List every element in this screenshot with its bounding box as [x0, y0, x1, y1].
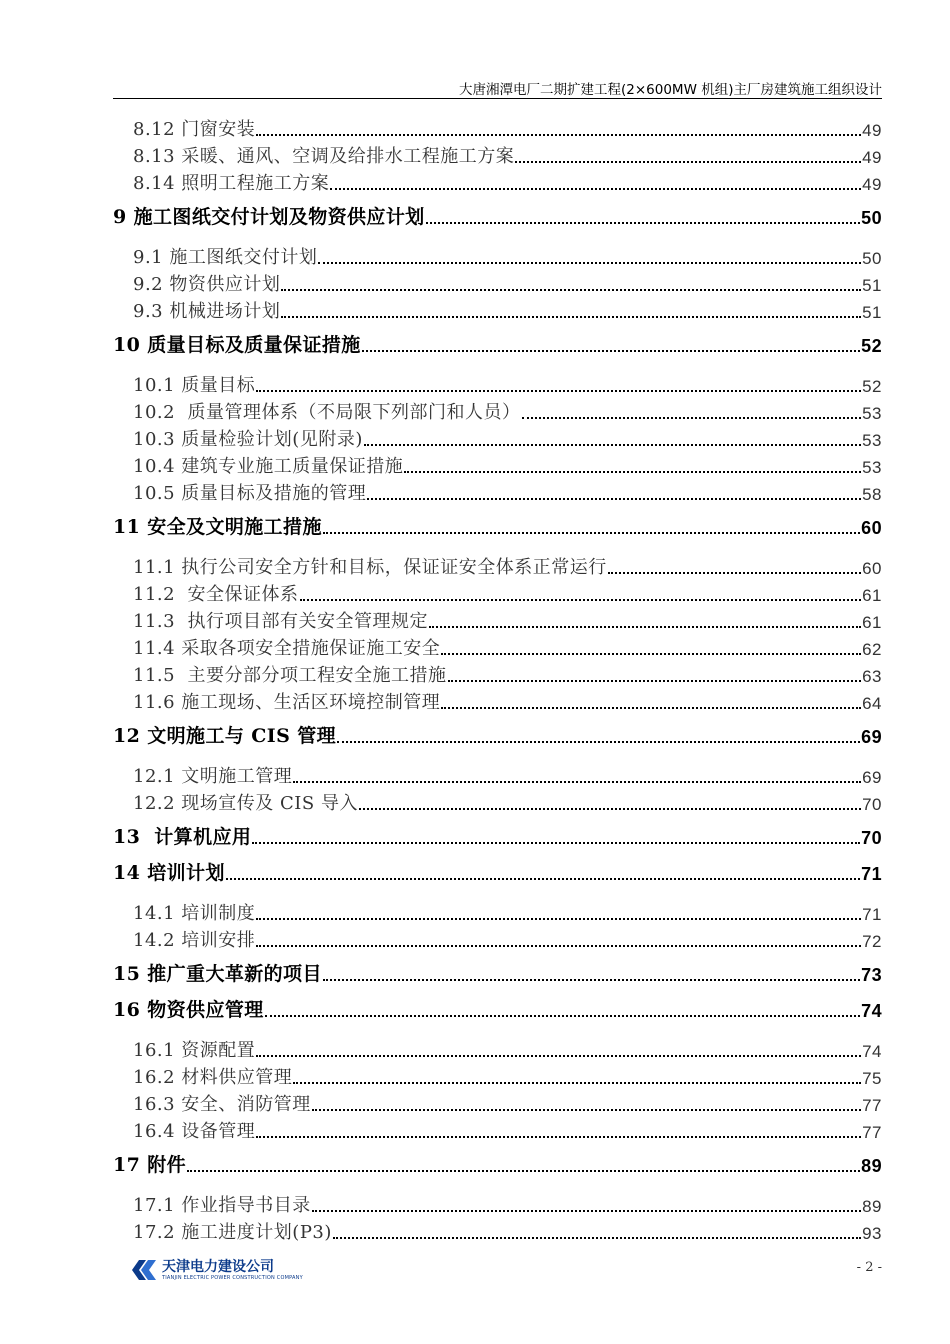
- toc-page-number: 49: [862, 121, 882, 140]
- toc-section-entry[interactable]: [133, 659, 882, 687]
- toc-entry-title: 11.4 采取各项安全措施保证施工安全: [133, 638, 441, 659]
- toc-entry-title: 10 质量目标及质量保证措施: [113, 334, 361, 356]
- toc-dot-leader: [608, 571, 861, 574]
- toc-page-number: 58: [862, 485, 882, 504]
- toc-entry-title: 16.4 设备管理: [133, 1121, 256, 1142]
- toc-entry-title: 16.3 安全、消防管理: [133, 1094, 311, 1115]
- toc-section-entry[interactable]: [133, 113, 882, 141]
- toc-page-number: 71: [861, 864, 882, 884]
- toc-page-number: 60: [861, 518, 882, 538]
- toc-section-entry[interactable]: [133, 1061, 882, 1089]
- toc-page-number: 69: [861, 727, 882, 747]
- toc-entry-title: 12.1 文明施工管理: [133, 766, 293, 787]
- toc-chapter-entry[interactable]: [113, 329, 882, 357]
- toc-section-entry[interactable]: [133, 924, 882, 952]
- company-logo: [130, 1258, 303, 1282]
- toc-dot-leader: [281, 288, 861, 291]
- toc-page-number: 52: [861, 336, 882, 356]
- toc-entry-title: 11.6 施工现场、生活区环境控制管理: [133, 692, 441, 713]
- toc-dot-leader: [318, 261, 861, 264]
- toc-page-number: 75: [862, 1069, 882, 1088]
- toc-section-entry[interactable]: [133, 477, 882, 505]
- tepc-logo-icon: [130, 1258, 158, 1282]
- toc-chapter-entry[interactable]: [113, 857, 882, 885]
- toc-entry-title: 10.2 质量管理体系（不局限下列部门和人员）: [133, 402, 521, 423]
- toc-entry-title: 12.2 现场宣传及 CIS 导入: [133, 793, 358, 814]
- toc-section-entry[interactable]: [133, 241, 882, 269]
- toc-entry-title: 11.5 主要分部分项工程安全施工措施: [133, 665, 447, 686]
- toc-entry-title: 14.1 培训制度: [133, 903, 256, 924]
- toc-page-number: 60: [862, 559, 882, 578]
- toc-dot-leader: [226, 877, 860, 880]
- toc-entry-title: 12 文明施工与 CIS 管理: [113, 725, 337, 747]
- toc-dot-leader: [293, 1081, 861, 1084]
- toc-entry-title: 9.1 施工图纸交付计划: [133, 247, 318, 268]
- toc-section-entry[interactable]: [133, 760, 882, 788]
- toc-dot-leader: [265, 1014, 861, 1017]
- toc-page-number: 74: [861, 1001, 882, 1021]
- toc-page-number: 52: [862, 377, 882, 396]
- toc-dot-leader: [333, 1236, 861, 1239]
- toc-section-entry[interactable]: [133, 1216, 882, 1244]
- toc-page-number: 89: [861, 1156, 882, 1176]
- toc-entry-title: 9.2 物资供应计划: [133, 274, 281, 295]
- toc-entry-title: 16.1 资源配置: [133, 1040, 256, 1061]
- toc-section-entry[interactable]: [133, 551, 882, 579]
- toc-section-entry[interactable]: [133, 1088, 882, 1116]
- page-number: - 2 -: [856, 1260, 882, 1275]
- toc-dot-leader: [256, 1135, 861, 1138]
- toc-dot-leader: [323, 978, 860, 981]
- toc-entry-title: 11 安全及文明施工措施: [113, 516, 322, 538]
- toc-page-number: 49: [862, 148, 882, 167]
- toc-dot-leader: [359, 807, 861, 810]
- toc-page-number: 62: [862, 640, 882, 659]
- toc-section-entry[interactable]: [133, 1189, 882, 1217]
- toc-section-entry[interactable]: [133, 450, 882, 478]
- toc-page-number: 49: [862, 175, 882, 194]
- toc-dot-leader: [362, 349, 861, 352]
- toc-dot-leader: [256, 133, 861, 136]
- toc-section-entry[interactable]: [133, 167, 882, 195]
- toc-section-entry[interactable]: [133, 423, 882, 451]
- toc-dot-leader: [293, 780, 861, 783]
- toc-section-entry[interactable]: [133, 578, 882, 606]
- toc-dot-leader: [448, 679, 862, 682]
- toc-section-entry[interactable]: [133, 140, 882, 168]
- toc-dot-leader: [515, 160, 861, 163]
- running-header: 大唐湘潭电厂二期扩建工程(2×600MW 机组)主厂房建筑施工组织设计: [459, 82, 882, 98]
- toc-dot-leader: [364, 443, 861, 446]
- toc-entry-title: 8.13 采暖、通风、空调及给排水工程施工方案: [133, 146, 515, 167]
- toc-section-entry[interactable]: [133, 396, 882, 424]
- toc-chapter-entry[interactable]: [113, 201, 882, 229]
- toc-section-entry[interactable]: [133, 605, 882, 633]
- toc-page-number: 70: [861, 828, 882, 848]
- toc-entry-title: 10.1 质量目标: [133, 375, 256, 396]
- toc-page-number: 51: [862, 276, 882, 295]
- toc-chapter-entry[interactable]: [113, 720, 882, 748]
- toc-page-number: 74: [862, 1042, 882, 1061]
- toc-dot-leader: [441, 706, 861, 709]
- toc-entry-title: 17 附件: [113, 1154, 187, 1176]
- toc-dot-leader: [256, 917, 861, 920]
- toc-section-entry[interactable]: [133, 632, 882, 660]
- toc-chapter-entry[interactable]: [113, 1149, 882, 1177]
- toc-entry-title: 10.3 质量检验计划(见附录): [133, 429, 363, 450]
- toc-entry-title: 9 施工图纸交付计划及物资供应计划: [113, 206, 425, 228]
- toc-page-number: 50: [861, 208, 882, 228]
- toc-dot-leader: [312, 1209, 861, 1212]
- toc-entry-title: 8.14 照明工程施工方案: [133, 173, 330, 194]
- toc-page-number: 72: [862, 932, 882, 951]
- toc-section-entry[interactable]: [133, 1034, 882, 1062]
- toc-page-number: 63: [862, 667, 882, 686]
- toc-entry-title: 14.2 培训安排: [133, 930, 256, 951]
- toc-page-number: 53: [862, 458, 882, 477]
- toc-dot-leader: [323, 531, 860, 534]
- toc-dot-leader: [441, 652, 861, 655]
- toc-chapter-entry[interactable]: [113, 511, 882, 539]
- toc-section-entry[interactable]: [133, 295, 882, 323]
- toc-page-number: 69: [862, 768, 882, 787]
- toc-dot-leader: [256, 389, 861, 392]
- toc-chapter-entry[interactable]: [113, 958, 882, 986]
- toc-entry-title: 15 推广重大革新的项目: [113, 963, 322, 985]
- toc-page-number: 50: [862, 249, 882, 268]
- toc-section-entry[interactable]: [133, 268, 882, 296]
- toc-section-entry[interactable]: [133, 686, 882, 714]
- toc-section-entry[interactable]: [133, 369, 882, 397]
- toc-entry-title: 8.12 门窗安装: [133, 119, 256, 140]
- company-name: 天津电力建设公司: [162, 1258, 274, 1275]
- toc-entry-title: 11.2 安全保证体系: [133, 584, 299, 605]
- toc-page-number: 64: [862, 694, 882, 713]
- toc-dot-leader: [404, 470, 861, 473]
- toc-entry-title: 9.3 机械进场计划: [133, 301, 281, 322]
- toc-page-number: 61: [862, 586, 882, 605]
- toc-entry-title: 10.5 质量目标及措施的管理: [133, 483, 367, 504]
- toc-chapter-entry[interactable]: [113, 821, 882, 849]
- toc-page-number: 61: [862, 613, 882, 632]
- toc-dot-leader: [522, 416, 862, 419]
- toc-dot-leader: [281, 315, 861, 318]
- toc-entry-title: 16 物资供应管理: [113, 999, 264, 1021]
- toc-dot-leader: [429, 625, 861, 628]
- toc-page-number: 89: [862, 1197, 882, 1216]
- toc-page-number: 53: [862, 404, 882, 423]
- toc-page-number: 51: [862, 303, 882, 322]
- header-divider: [113, 98, 882, 99]
- toc-dot-leader: [337, 740, 860, 743]
- toc-dot-leader: [312, 1108, 861, 1111]
- toc-page-number: 73: [861, 965, 882, 985]
- toc-entry-title: 10.4 建筑专业施工质量保证措施: [133, 456, 404, 477]
- toc-dot-leader: [256, 1054, 861, 1057]
- toc-section-entry[interactable]: [133, 787, 882, 815]
- toc-dot-leader: [252, 841, 860, 844]
- toc-entry-title: 17.1 作业指导书目录: [133, 1195, 311, 1216]
- toc-section-entry[interactable]: [133, 897, 882, 925]
- toc-entry-title: 16.2 材料供应管理: [133, 1067, 293, 1088]
- company-name-en: TIANJIN ELECTRIC POWER CONSTRUCTION COMPANY: [162, 1274, 303, 1281]
- toc-dot-leader: [187, 1169, 860, 1172]
- toc-dot-leader: [256, 944, 861, 947]
- toc-entry-title: 11.1 执行公司安全方针和目标，保证证安全体系正常运行: [133, 557, 607, 578]
- toc-page-number: 70: [862, 795, 882, 814]
- toc-page-number: 71: [862, 905, 882, 924]
- toc-entry-title: 13 计算机应用: [113, 826, 252, 848]
- toc-page-number: 93: [862, 1224, 882, 1243]
- toc-entry-title: 14 培训计划: [113, 862, 225, 884]
- toc-entry-title: 11.3 执行项目部有关安全管理规定: [133, 611, 429, 632]
- toc-dot-leader: [300, 598, 862, 601]
- toc-chapter-entry[interactable]: [113, 994, 882, 1022]
- toc-dot-leader: [330, 187, 861, 190]
- toc-page-number: 77: [862, 1123, 882, 1142]
- toc-entry-title: 17.2 施工进度计划(P3): [133, 1222, 332, 1243]
- toc-page-number: 77: [862, 1096, 882, 1115]
- toc-dot-leader: [367, 497, 861, 500]
- toc-section-entry[interactable]: [133, 1115, 882, 1143]
- toc-dot-leader: [426, 221, 861, 224]
- toc-page-number: 53: [862, 431, 882, 450]
